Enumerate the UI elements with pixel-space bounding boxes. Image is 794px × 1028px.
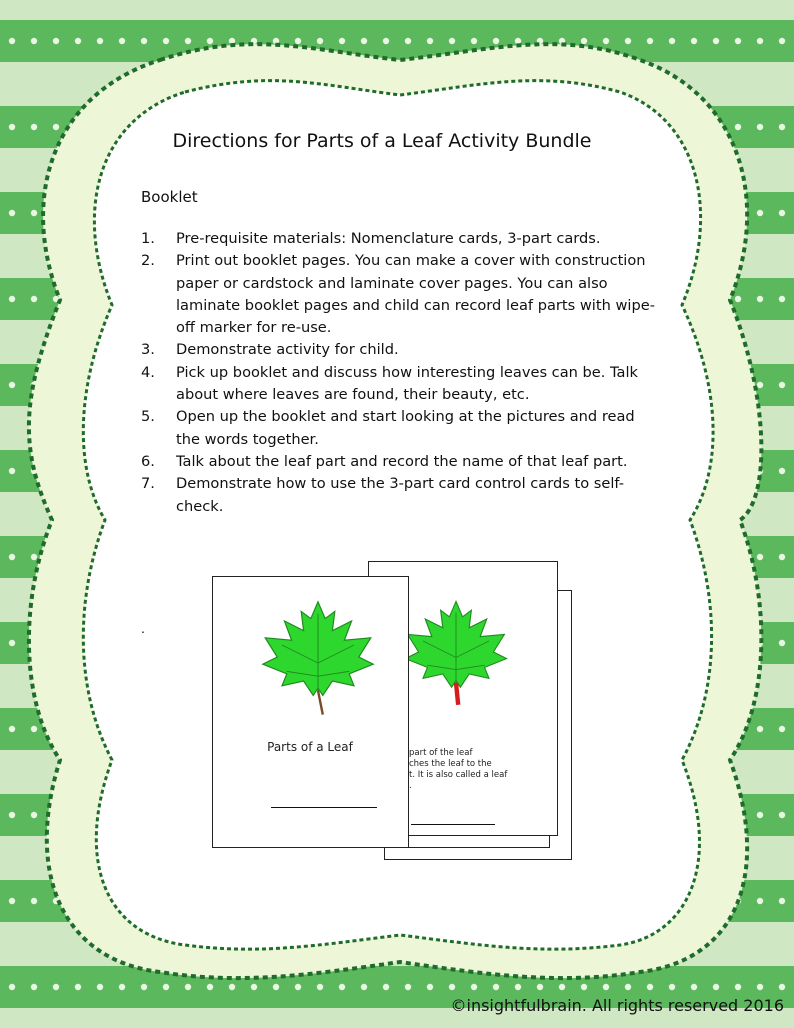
stripe-dot [9, 984, 15, 990]
stripe-dot [713, 38, 719, 44]
stripe-dot [757, 296, 763, 302]
stripe-dot [779, 210, 785, 216]
stripe-dot [757, 812, 763, 818]
stripe-dot [537, 984, 543, 990]
stripe-dot [471, 984, 477, 990]
stripe-dot [757, 898, 763, 904]
stripe-dot [669, 984, 675, 990]
step-text: Pick up booklet and discuss how interesting leaves can be. Talk about where leaves are found, their beauty, etc. [176, 363, 639, 404]
step-item [141, 473, 661, 518]
stripe-dot [295, 984, 301, 990]
step-number: 1. [141, 230, 155, 247]
stripe-dot [9, 382, 15, 388]
stripe-dot [207, 38, 213, 44]
booklet-cover-card [212, 576, 409, 848]
stripe-dot [691, 38, 697, 44]
name-line [271, 807, 377, 808]
stripe-dot [9, 898, 15, 904]
stripe-dot [779, 640, 785, 646]
stripe-dot [779, 898, 785, 904]
stripe-dot [31, 726, 37, 732]
stripe-dot [141, 38, 147, 44]
stray-mark: . [141, 620, 145, 636]
stripe-dot [185, 38, 191, 44]
maple-leaf-image [253, 597, 383, 717]
step-text: Open up the booklet and start looking at the pictures and read the words together. [176, 408, 635, 448]
stripe-dot [603, 38, 609, 44]
step-text: Pre-requisite materials: Nomenclature cards, 3-part cards. [176, 230, 601, 247]
stripe-dot [9, 640, 15, 646]
stripe-dot [493, 984, 499, 990]
stripe-dot [647, 984, 653, 990]
stripe-dot [691, 984, 697, 990]
stripe-dot [603, 984, 609, 990]
step-number: 2. [141, 252, 155, 270]
stripe-dot [9, 554, 15, 560]
stripe-dot [559, 984, 565, 990]
stripe-dot [97, 984, 103, 990]
stripe-dot [163, 38, 169, 44]
step-item [141, 339, 661, 361]
stripe-dot [317, 984, 323, 990]
stripe-dot [735, 38, 741, 44]
stripe-dot [779, 382, 785, 388]
stripe-dot [185, 984, 191, 990]
stripe-dot [339, 984, 345, 990]
step-text: Print out booklet pages. You can make a cover with construction paper or cardstock and laminate cover pages. You can also laminate booklet pages and child can record leaf parts with wipe-off marker for re-use. [176, 252, 655, 337]
stripe-dot [449, 984, 455, 990]
section-heading: Booklet [141, 188, 198, 206]
stripe-dot [449, 38, 455, 44]
stripe-dot [31, 898, 37, 904]
step-text: Demonstrate how to use the 3-part card control cards to self-check. [176, 475, 625, 515]
stripe-dot [141, 984, 147, 990]
directions-list [141, 228, 661, 518]
stripe-dot [207, 984, 213, 990]
step-number: 3. [141, 341, 155, 359]
step-text: Talk about the leaf part and record the name of that leaf part. [176, 452, 628, 470]
stripe-dot [251, 984, 257, 990]
stripe-dot [757, 984, 763, 990]
cover-title: Parts of a Leaf [267, 740, 353, 754]
stripe-dot [779, 38, 785, 44]
stripe-dot [119, 984, 125, 990]
page-title: Directions for Parts of a Leaf Activity Bundle [172, 130, 592, 152]
stripe-dot [383, 984, 389, 990]
stripe-dot [427, 38, 433, 44]
step-item [141, 362, 661, 407]
step-item [141, 451, 661, 473]
stripe-dot [53, 38, 59, 44]
stripe-dot [361, 984, 367, 990]
stripe-dot [9, 38, 15, 44]
stripe-dot [405, 38, 411, 44]
stripe-dot [31, 296, 37, 302]
stripe-dot [9, 468, 15, 474]
answer-line [411, 824, 495, 825]
stripe-dot [119, 38, 125, 44]
stripe-dot [669, 38, 675, 44]
definition-line: part of the leaf [409, 748, 473, 758]
stripe-dot [779, 296, 785, 302]
stripe-dot [779, 812, 785, 818]
stripe-dot [97, 38, 103, 44]
step-number: 7. [141, 475, 155, 493]
stripe-dot [31, 210, 37, 216]
step-number: 4. [141, 363, 155, 381]
stripe-dot [757, 38, 763, 44]
stripe-dot [405, 984, 411, 990]
stripe-dot [339, 38, 345, 44]
stripe-dot [779, 554, 785, 560]
stripe-dot [779, 124, 785, 130]
stripe-dot [31, 984, 37, 990]
step-number: 5. [141, 408, 155, 426]
stripe-dot [383, 38, 389, 44]
stripe-dot [757, 726, 763, 732]
step-text: Demonstrate activity for child. [176, 341, 399, 359]
stripe-dot [779, 984, 785, 990]
step-item [141, 406, 661, 451]
stripe-dot [75, 38, 81, 44]
stripe-dot [9, 726, 15, 732]
stripe-dot [229, 984, 235, 990]
stripe-dot [9, 296, 15, 302]
copyright-notice: ©insightfulbrain. All rights reserved 2016 [450, 996, 784, 1015]
stripe-dot [31, 554, 37, 560]
stripe-dot [625, 984, 631, 990]
step-item [141, 250, 661, 339]
stripe-dot [757, 210, 763, 216]
stripe-dot [317, 38, 323, 44]
stripe-dot [163, 984, 169, 990]
stripe-dot [735, 296, 741, 302]
stripe-dot [647, 38, 653, 44]
definition-line: t. It is also called a leaf [409, 770, 508, 780]
definition-line: . [409, 781, 412, 791]
stripe-dot [625, 38, 631, 44]
stripe-dot [427, 984, 433, 990]
stripe-dot [31, 812, 37, 818]
step-item [141, 228, 661, 250]
leaf-with-red-stem-image [401, 592, 511, 712]
card-definition-text [409, 748, 534, 792]
stripe-dot [735, 984, 741, 990]
stripe-dot [273, 984, 279, 990]
stripe-dot [75, 984, 81, 990]
stripe-dot [757, 554, 763, 560]
definition-line: ches the leaf to the [409, 759, 492, 769]
stripe-dot [779, 726, 785, 732]
stripe-dot [471, 38, 477, 44]
stripe-dot [493, 38, 499, 44]
stripe-dot [581, 984, 587, 990]
stripe-dot [361, 38, 367, 44]
stripe-dot [295, 38, 301, 44]
stripe-dot [9, 210, 15, 216]
stripe-dot [515, 984, 521, 990]
stripe-dot [757, 382, 763, 388]
stripe-dot [9, 812, 15, 818]
stripe-dot [779, 468, 785, 474]
stripe-dot [713, 984, 719, 990]
stripe-dot [53, 984, 59, 990]
stripe-dot [581, 38, 587, 44]
stripe-dot [31, 38, 37, 44]
step-number: 6. [141, 452, 155, 470]
